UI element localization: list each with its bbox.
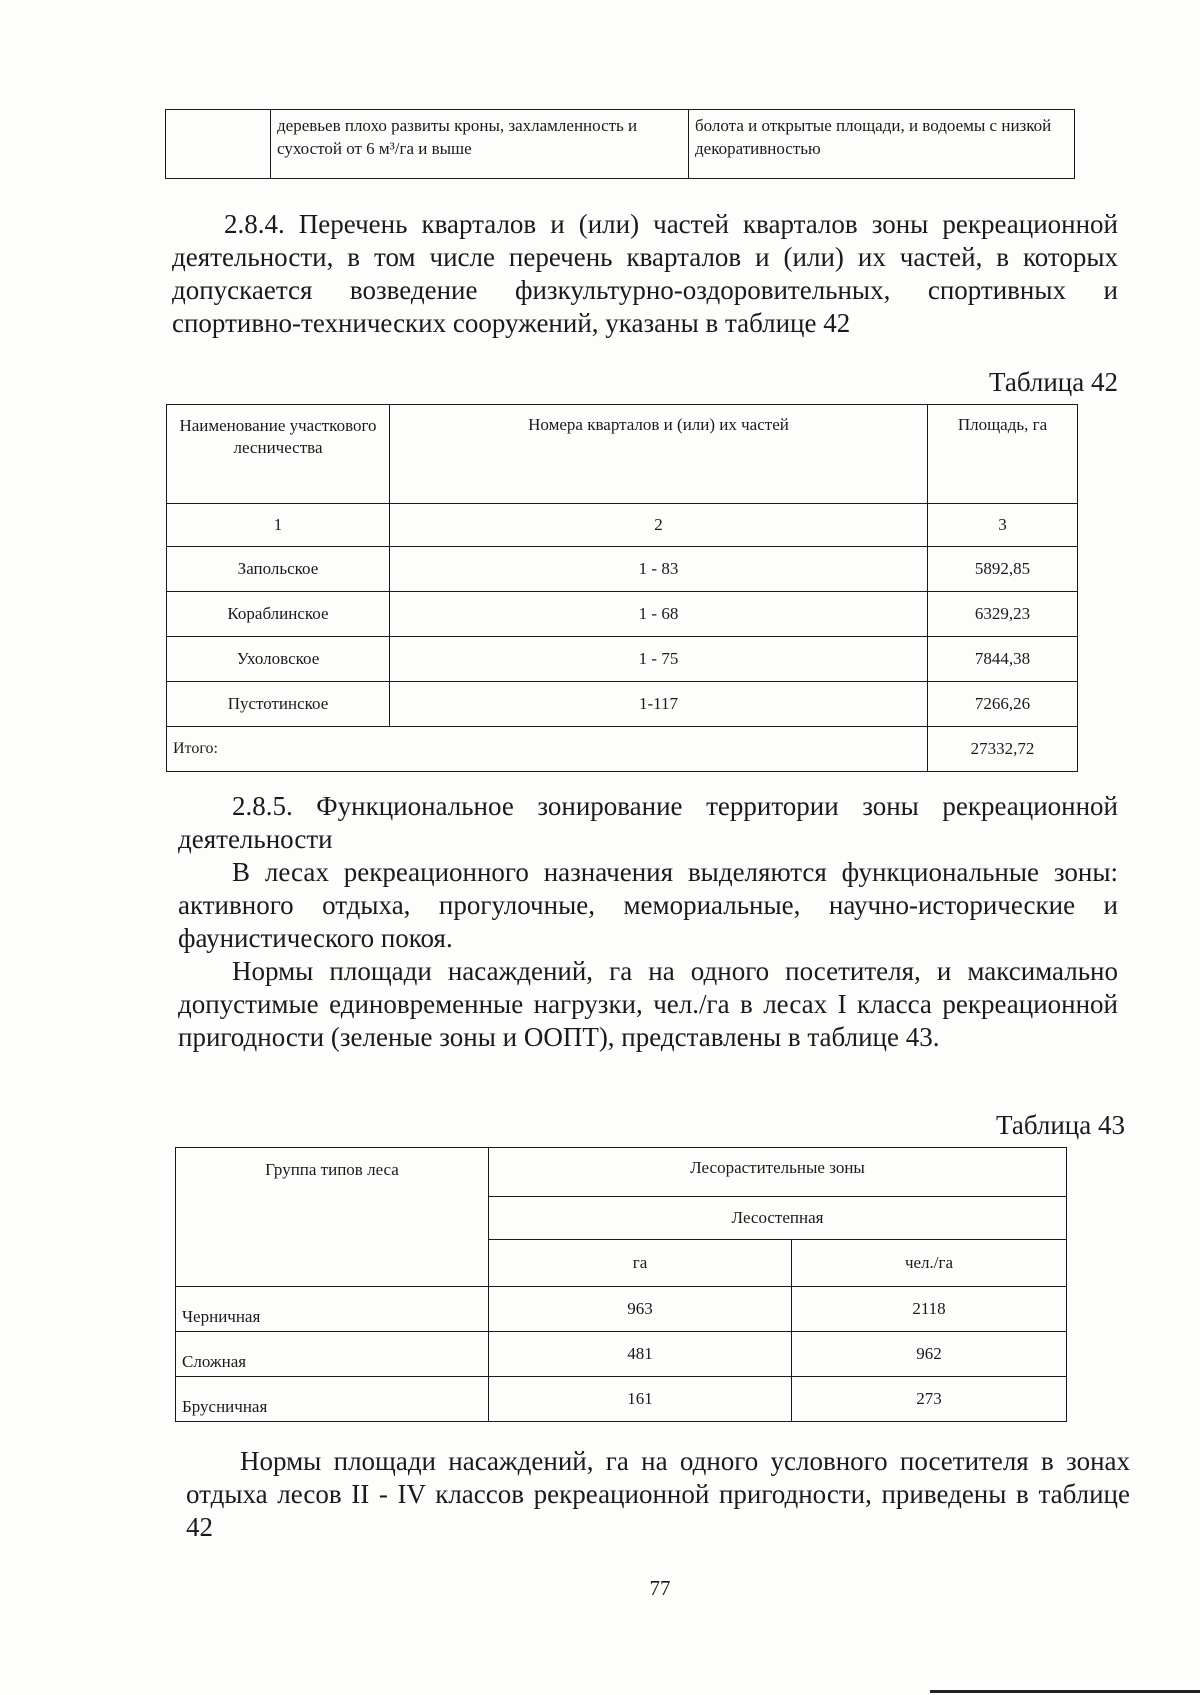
row-name: Ухоловское (167, 637, 390, 682)
row-area: 5892,85 (928, 547, 1078, 592)
row-group: Черничная (176, 1287, 489, 1332)
row-group: Брусничная (176, 1377, 489, 1422)
row-area: 7844,38 (928, 637, 1078, 682)
row-ha: 161 (489, 1377, 792, 1422)
table-row (167, 682, 1078, 727)
total-label: Итого: (167, 727, 928, 772)
table-43 (175, 1147, 1067, 1422)
section-285-paragraph-1: В лесах рекреационного назначения выделяются функциональные зоны: активного отдыха, прогулочные, мемориальные, научно-исторические и фаунистического покоя. (178, 857, 1118, 953)
table-row (176, 1287, 1067, 1332)
table-total-row (167, 727, 1078, 772)
table-row (176, 1377, 1067, 1422)
table-number-row (167, 504, 1078, 547)
row-people: 962 (792, 1332, 1067, 1377)
table-42 (166, 404, 1078, 772)
table-row (167, 547, 1078, 592)
row-ha: 481 (489, 1332, 792, 1377)
table-43-caption: Таблица 43 (996, 1110, 1125, 1140)
row-ha: 963 (489, 1287, 792, 1332)
section-285-paragraph-2: Нормы площади насаждений, га на одного посетителя, и максимально допустимые единовременные нагрузки, чел./га в лесах I класса рекреационной пригодности (зеленые зоны и ООПТ), представлены в таблице 43. (178, 956, 1118, 1052)
col-number: 1 (167, 504, 390, 547)
table-cell: болота и открытые площади, и водоемы с низкой декоративностью (689, 110, 1075, 179)
col-number: 2 (390, 504, 928, 547)
closing-paragraph: Нормы площади насаждений, га на одного условного посетителя в зонах отдыха лесов II - IV классов рекреационной пригодности, приведены в таблице 42 (186, 1446, 1130, 1542)
row-quarters: 1 - 68 (390, 592, 928, 637)
row-quarters: 1 - 75 (390, 637, 928, 682)
table-row (166, 110, 1075, 179)
row-people: 273 (792, 1377, 1067, 1422)
header-people-per-ha: чел./га (792, 1240, 1067, 1287)
row-group: Сложная (176, 1332, 489, 1377)
table-header-row (176, 1148, 1067, 1197)
header-forest-steppe: Лесостепная (489, 1197, 1067, 1240)
header-growth-zones: Лесорастительные зоны (489, 1148, 1067, 1197)
col-number: 3 (928, 504, 1078, 547)
page-number: 77 (649, 1576, 671, 1600)
row-area: 7266,26 (928, 682, 1078, 727)
section-284-text: 2.8.4. Перечень кварталов и (или) частей кварталов зоны рекреационной деятельности, в том числе перечень кварталов и (или) их частей, в которых допускается возведение физкультурно-оздоровительных, спортивных и спортивно-технических сооружений, указаны в таблице 42 (172, 209, 1118, 338)
row-area: 6329,23 (928, 592, 1078, 637)
row-quarters: 1-117 (390, 682, 928, 727)
section-285-heading: 2.8.5. Функциональное зонирование территории зоны рекреационной деятельности (178, 791, 1118, 854)
row-name: Пустотинское (167, 682, 390, 727)
table-42-caption: Таблица 42 (989, 367, 1118, 397)
header-forestry: Наименование участкового лесничества (167, 405, 390, 504)
row-quarters: 1 - 83 (390, 547, 928, 592)
total-value: 27332,72 (928, 727, 1078, 772)
table-cell: деревьев плохо развиты кроны, захламленность и сухостой от 6 м³/га и выше (271, 110, 689, 179)
header-quarters: Номера кварталов и (или) их частей (390, 405, 928, 504)
continuation-table (165, 109, 1075, 179)
table-header-row (167, 405, 1078, 504)
scan-edge-line (930, 1690, 1200, 1693)
table-row (167, 592, 1078, 637)
row-name: Запольское (167, 547, 390, 592)
header-area: Площадь, га (928, 405, 1078, 504)
table-row (167, 637, 1078, 682)
table-row (176, 1332, 1067, 1377)
row-name: Кораблинское (167, 592, 390, 637)
table-cell-empty (166, 110, 271, 179)
header-ha: га (489, 1240, 792, 1287)
header-forest-group: Группа типов леса (176, 1148, 489, 1287)
row-people: 2118 (792, 1287, 1067, 1332)
